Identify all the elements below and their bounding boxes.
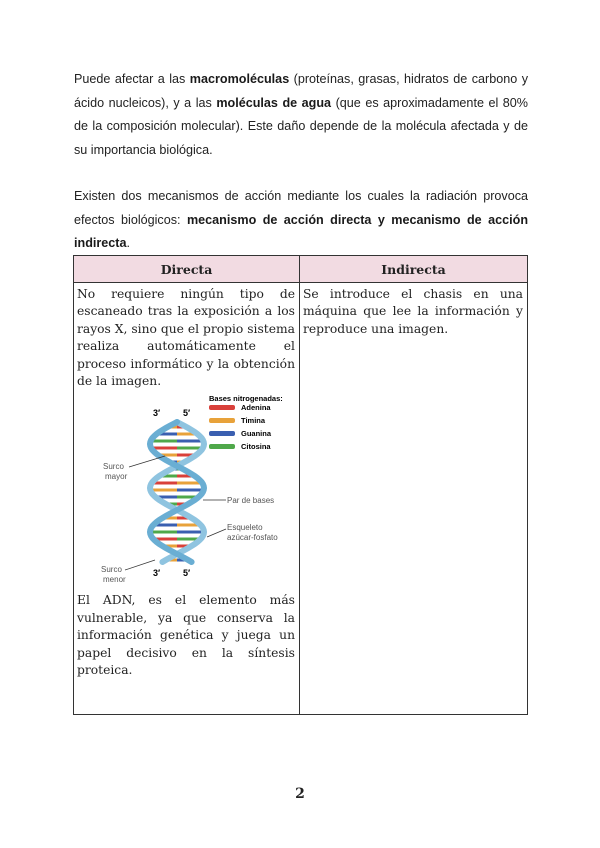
dna-figure bbox=[95, 392, 285, 590]
leader-esqueleto bbox=[207, 529, 226, 537]
label-surco-mayor: Surco mayor bbox=[103, 462, 128, 482]
label-esqueleto: Esqueleto azúcar-fosfato bbox=[227, 523, 278, 543]
cell-directa bbox=[74, 283, 300, 715]
page-body bbox=[74, 68, 528, 256]
leader-surco-menor bbox=[125, 560, 155, 570]
paragraph-mechanisms bbox=[74, 185, 528, 256]
bold-macromoleculas: macromoléculas bbox=[189, 72, 290, 86]
bold-moleculas-agua: moléculas de agua bbox=[216, 95, 332, 110]
text-span: Existen dos mecanismos de acción mediante los cuales la radiación provoca efectos biológicos: bbox=[74, 189, 528, 227]
header-directa: Directa bbox=[74, 256, 300, 283]
paragraph-molecules bbox=[74, 68, 528, 162]
directa-text-bottom: El ADN, es el elemento más vulnerable, ya que conserva la información genética y juega un papel decisivo en la síntesis proteica. bbox=[77, 593, 295, 678]
text-span: (que es aproximadamente el 80% de la composición molecular). Este daño depende de la molécula afectada y de su importancia biológica. bbox=[74, 95, 528, 157]
legend-swatch bbox=[209, 444, 235, 449]
legend-label: Guanina bbox=[241, 429, 272, 439]
leader-surco-mayor bbox=[129, 456, 165, 467]
label-surco-menor: Surco menor bbox=[101, 565, 126, 585]
label-top-5: 5′ bbox=[183, 408, 191, 419]
legend-title: Bases nitrogenadas: bbox=[209, 394, 283, 404]
label-par-bases: Par de bases bbox=[227, 496, 275, 506]
indirecta-text: Se introduce el chasis en una máquina que lee la información y reproduce una imagen. bbox=[303, 287, 523, 336]
legend bbox=[209, 403, 272, 451]
legend-swatch bbox=[209, 405, 235, 410]
directa-text-top: No requiere ningún tipo de escaneado tras la exposición a los rayos X, sino que el propio sistema realiza automáticamente el proceso informático y la obtención de la imagen. bbox=[77, 287, 295, 389]
mechanisms-table bbox=[73, 255, 528, 715]
text-span: Puede afectar a las bbox=[74, 72, 190, 86]
table-row bbox=[74, 283, 528, 715]
legend-label: Citosina bbox=[241, 442, 271, 452]
legend-label: Adenina bbox=[241, 403, 271, 413]
table-header-row bbox=[74, 256, 528, 283]
legend-label: Timina bbox=[241, 416, 266, 426]
text-span: (proteínas, grasas, hidratos de carbono y ácido nucleicos), y a las bbox=[74, 72, 528, 110]
header-indirecta: Indirecta bbox=[300, 256, 528, 283]
label-bottom-3: 3′ bbox=[153, 568, 161, 579]
legend-swatch bbox=[209, 431, 235, 436]
text-span: . bbox=[126, 236, 130, 250]
label-top-3: 3′ bbox=[153, 408, 161, 419]
label-bottom-5: 5′ bbox=[183, 568, 191, 579]
legend-swatch bbox=[209, 418, 235, 423]
bold-mechanisms: mecanismo de acción directa y mecanismo de acción indirecta bbox=[74, 212, 529, 250]
page-number: 2 bbox=[295, 786, 305, 802]
cell-indirecta bbox=[300, 283, 528, 715]
